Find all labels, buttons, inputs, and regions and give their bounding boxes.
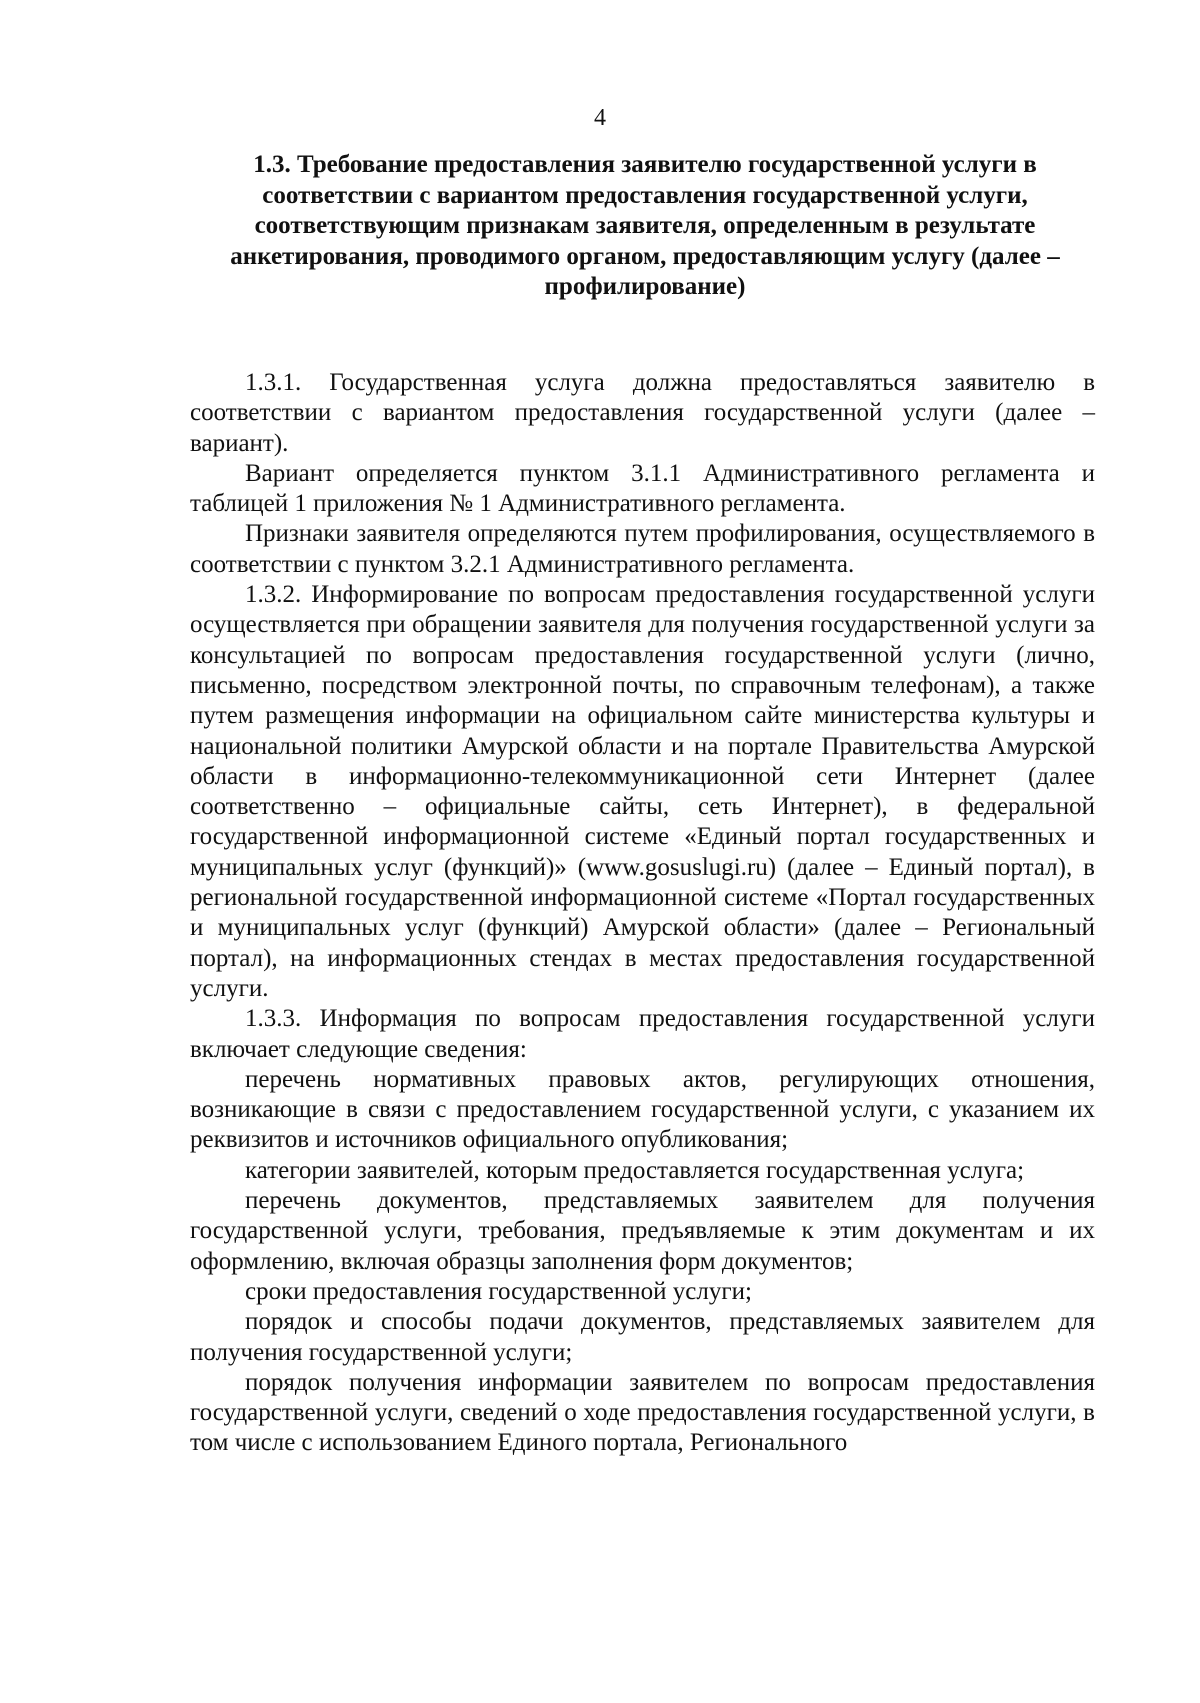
paragraph: 1.3.2. Информирование по вопросам предоставления государственной услуги осуществляется при обращении заявителя для получения государственной услуги за консультацией по вопросам предоставления государственной услуги (лично, письменно, посредством электронной почты, по справочным телефонам), а также путем размещения информации на официальном сайте министерства культуры и национальной политики Амурской области и на портале Правительства Амурской области в информационно-телекоммуникационной сети Интернет (далее соответственно – официальные сайты, сеть Интернет), в федеральной государственной информационной системе «Единый портал государственных и муниципальных услуг (функций)» (www.gosuslugi.ru) (далее – Единый портал), в региональной государственной информационной системе «Портал государственных и муниципальных услуг (функций) Амурской области» (далее – Региональный портал), на информационных стендах в местах предоставления государственной услуги. xyxy=(190,581,1095,1002)
paragraph: порядок получения информации заявителем по вопросам предоставления государственной услуги, сведений о ходе предоставления государственной услуги, в том числе с использованием Единого портала, Регионального xyxy=(190,1368,1095,1457)
paragraph: категории заявителей, которым предоставляется государственная услуга; xyxy=(245,1156,1025,1184)
document-body xyxy=(190,368,1095,1459)
paragraph: Вариант определяется пунктом 3.1.1 Административного регламента и таблицей 1 приложения № 1 Административного регламента. xyxy=(190,459,1095,518)
paragraph: порядок и способы подачи документов, представляемых заявителем для получения государственной услуги; xyxy=(190,1308,1095,1366)
paragraph: перечень документов, представляемых заявителем для получения государственной услуги, требования, предъявляемые к этим документам и их оформлению, включая образцы заполнения форм документов; xyxy=(190,1187,1095,1275)
paragraph: перечень нормативных правовых актов, регулирующих отношения, возникающие в связи с предоставлением государственной услуги, с указанием их реквизитов и источников официального опубликования; xyxy=(190,1065,1095,1154)
paragraph: 1.3.3. Информация по вопросам предоставления государственной услуги включает следующие сведения: xyxy=(190,1005,1095,1063)
section-heading: 1.3. Требование предоставления заявителю государственной услуги в соответствии с вариантом предоставления государственной услуги, соответствующим признакам заявителя, определенным в результате анкетирования, проводимого органом, предоставляющим услугу (далее – профилирование) xyxy=(230,151,1060,300)
page-number: 4 xyxy=(594,105,606,131)
paragraph: 1.3.1. Государственная услуга должна предоставляться заявителю в соответствии с вариантом предоставления государственной услуги (далее – вариант). xyxy=(190,369,1095,457)
paragraph: сроки предоставления государственной услуги; xyxy=(245,1277,752,1305)
paragraph: Признаки заявителя определяются путем профилирования, осуществляемого в соответствии с пунктом 3.2.1 Административного регламента. xyxy=(190,520,1095,578)
